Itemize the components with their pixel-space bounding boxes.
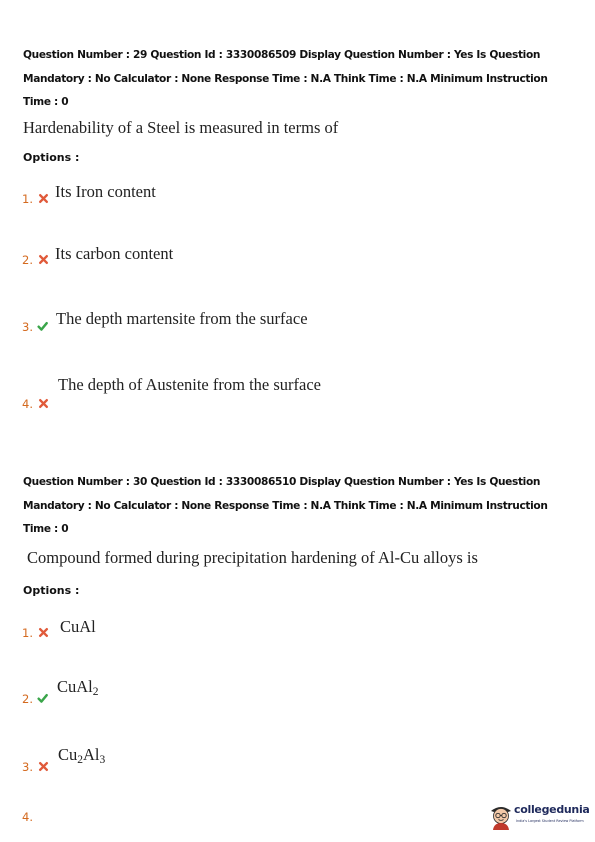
question-30-text: Compound formed during precipitation hardening of Al-Cu alloys is — [27, 548, 478, 567]
logo-wordmark: collegedunia — [514, 803, 590, 816]
option-number: 3. — [22, 320, 33, 334]
question-30-meta: Question Number : 30 Question Id : 3330086510 Display Question Number : Yes Is Question Mandatory : No Calculator : None Response Time : N.A Think Time : N.A Minimum Instruction Time : 0 — [23, 476, 548, 535]
option-number: 3. — [22, 760, 33, 774]
check-icon — [37, 321, 48, 332]
option-text: The depth of Austenite from the surface — [58, 375, 321, 394]
options-label: Options : — [23, 584, 80, 597]
wrong-icon — [38, 627, 49, 638]
check-icon — [37, 693, 48, 704]
question-29-text: Hardenability of a Steel is measured in terms of — [23, 118, 339, 137]
option-text: CuAl$_2$ — [57, 677, 99, 698]
option-number: 1. — [22, 626, 33, 640]
option-number: 2. — [22, 692, 33, 706]
wrong-icon — [38, 761, 49, 772]
option-number: 1. — [22, 192, 33, 206]
logo-tagline: India's Largest Student Review Platform — [516, 819, 584, 823]
question-29-meta: Question Number : 29 Question Id : 3330086509 Display Question Number : Yes Is Question Mandatory : No Calculator : None Response Time : N.A Think Time : N.A Minimum Instruction Time : 0 — [23, 49, 548, 108]
collegedunia-logo — [488, 799, 588, 833]
wrong-icon — [38, 193, 49, 204]
wrong-icon — [38, 254, 49, 265]
option-text: Its Iron content — [55, 182, 156, 201]
option-number: 4. — [22, 810, 33, 824]
option-text: CuAl — [60, 617, 96, 636]
option-text: $Cu_2Al_3$ — [58, 745, 106, 766]
mascot-icon — [488, 801, 514, 831]
option-number: 2. — [22, 253, 33, 267]
options-label: Options : — [23, 151, 80, 164]
wrong-icon — [38, 398, 49, 409]
option-number: 4. — [22, 397, 33, 411]
option-text: The depth martensite from the surface — [56, 309, 308, 328]
option-text: Its carbon content — [55, 244, 174, 263]
